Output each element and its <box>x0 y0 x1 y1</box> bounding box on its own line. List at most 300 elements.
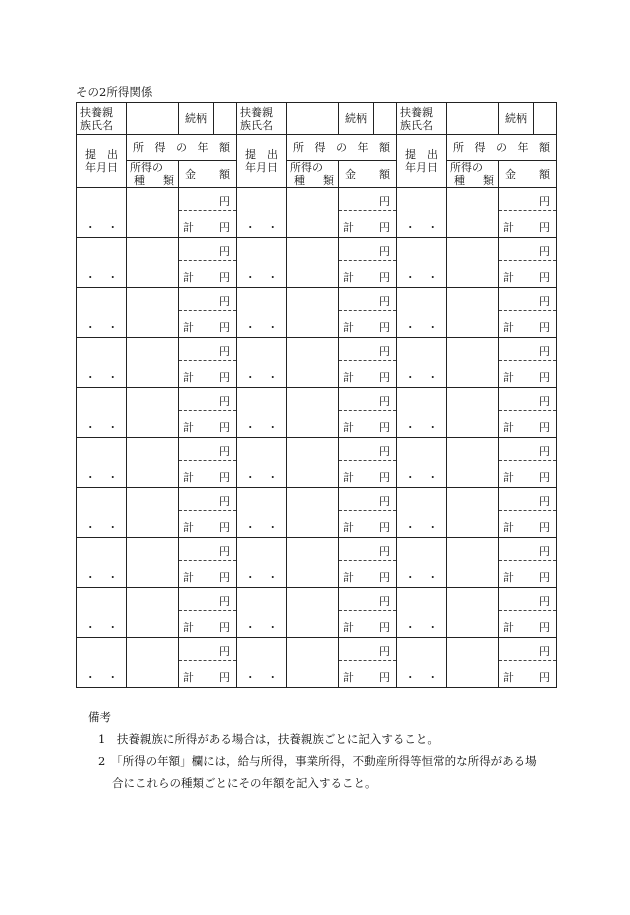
kei-label: 計 <box>183 671 194 684</box>
amount-line[interactable] <box>179 188 236 211</box>
total-line[interactable] <box>179 561 236 587</box>
shotoku-nengaku-label-char: 額 <box>219 141 230 154</box>
shotoku-shurui-header <box>447 161 499 188</box>
fuyou-shimei-label <box>77 106 126 132</box>
kingaku-cell <box>499 388 557 438</box>
dot: ・ <box>84 421 96 434</box>
dot: ・ <box>244 271 256 284</box>
amount-line[interactable] <box>499 288 556 311</box>
amount-line[interactable] <box>339 288 396 311</box>
total-line[interactable] <box>179 261 236 287</box>
kingaku-label-char: 金 <box>345 167 356 181</box>
kei-label: 計 <box>503 521 514 534</box>
shotoku-shurui-cell[interactable] <box>127 238 179 288</box>
total-line[interactable] <box>179 661 236 687</box>
shotoku-shurui-cell[interactable] <box>287 238 339 288</box>
teishutsu-date-cell[interactable] <box>77 388 127 438</box>
shotoku-shurui-cell[interactable] <box>287 638 339 688</box>
kei-label: 計 <box>343 371 354 384</box>
name-input-cell[interactable] <box>127 103 179 135</box>
yen-label: 円 <box>379 645 390 658</box>
shotoku-shurui-cell[interactable] <box>127 338 179 388</box>
yen-label: 円 <box>539 195 550 208</box>
kingaku-cell <box>179 588 237 638</box>
zokugara-label: 続柄 <box>185 112 207 125</box>
dot: ・ <box>267 271 279 284</box>
table-row <box>77 538 557 588</box>
teishutsu-date-cell[interactable] <box>397 338 447 388</box>
teishutsu-date-cell[interactable] <box>237 538 287 588</box>
shotoku-nengaku-label-char: 得 <box>474 141 486 154</box>
dot: ・ <box>84 521 96 534</box>
teishutsu-date-cell[interactable] <box>77 488 127 538</box>
amount-line[interactable] <box>339 388 396 411</box>
yen-label: 円 <box>379 545 390 558</box>
yen-label: 円 <box>219 345 230 358</box>
yen-label: 円 <box>539 671 550 684</box>
yen-label: 円 <box>539 445 550 458</box>
dot: ・ <box>244 421 256 434</box>
shotoku-shurui-cell[interactable] <box>447 538 499 588</box>
table-row <box>77 588 557 638</box>
kingaku-cell <box>499 288 557 338</box>
total-line[interactable] <box>499 261 556 287</box>
yen-label: 円 <box>219 221 230 234</box>
total-line[interactable] <box>339 561 396 587</box>
yen-label: 円 <box>219 245 230 258</box>
dot: ・ <box>404 671 416 684</box>
amount-line[interactable] <box>499 388 556 411</box>
teishutsu-date-cell[interactable] <box>397 388 447 438</box>
total-line[interactable] <box>339 661 396 687</box>
total-line[interactable] <box>179 411 236 437</box>
dot: ・ <box>404 321 416 334</box>
amount-line[interactable] <box>179 588 236 611</box>
shotoku-shurui-cell[interactable] <box>447 388 499 438</box>
shotoku-shurui-cell[interactable] <box>127 588 179 638</box>
kingaku-header <box>499 161 557 188</box>
teishutsu-date-cell[interactable] <box>397 188 447 238</box>
shotoku-shurui-cell[interactable] <box>447 288 499 338</box>
amount-line[interactable] <box>339 338 396 361</box>
kei-label: 計 <box>183 221 194 234</box>
dot: ・ <box>267 321 279 334</box>
shotoku-nengaku-label <box>287 141 396 154</box>
amount-line[interactable] <box>179 238 236 261</box>
shotoku-nengaku-label-char: 額 <box>539 141 550 154</box>
yen-label: 円 <box>219 321 230 334</box>
notes-heading: 備考 <box>88 710 111 724</box>
shotoku-nengaku-label-char: 所 <box>293 141 304 154</box>
total-line[interactable] <box>179 311 236 337</box>
yen-label: 円 <box>219 421 230 434</box>
teishutsu-date-cell[interactable] <box>237 288 287 338</box>
zokugara-cell <box>499 103 557 135</box>
amount-line[interactable] <box>179 388 236 411</box>
shotoku-shurui-cell[interactable] <box>127 438 179 488</box>
yen-label: 円 <box>539 495 550 508</box>
kei-label: 計 <box>503 671 514 684</box>
kei-label: 計 <box>343 271 354 284</box>
teishutsu-date-cell[interactable] <box>77 238 127 288</box>
amount-line[interactable] <box>339 238 396 261</box>
shotoku-shurui-cell[interactable] <box>127 288 179 338</box>
kei-label: 計 <box>503 221 514 234</box>
yen-label: 円 <box>219 471 230 484</box>
dot: ・ <box>427 571 439 584</box>
label-line: 族氏名 <box>80 118 113 132</box>
note-item-2 <box>88 750 537 772</box>
teishutsu-date-cell[interactable] <box>237 438 287 488</box>
yen-label: 円 <box>219 371 230 384</box>
total-line[interactable] <box>339 211 396 237</box>
dot: ・ <box>267 221 279 234</box>
yen-label: 円 <box>539 271 550 284</box>
income-form-table <box>76 102 557 688</box>
shotoku-shurui-cell[interactable] <box>447 638 499 688</box>
kingaku-cell <box>179 388 237 438</box>
shotoku-nengaku-label-char: 年 <box>357 141 369 154</box>
shotoku-shurui-cell[interactable] <box>127 388 179 438</box>
kei-label: 計 <box>183 421 194 434</box>
total-line[interactable] <box>179 611 236 637</box>
total-line[interactable] <box>339 311 396 337</box>
label-line: 扶養親 <box>240 105 273 119</box>
dot: ・ <box>404 571 416 584</box>
teishutsu-date-cell[interactable] <box>397 538 447 588</box>
teishutsu-date-cell[interactable] <box>397 488 447 538</box>
total-line[interactable] <box>499 411 556 437</box>
shotoku-shurui-cell[interactable] <box>447 438 499 488</box>
kingaku-label <box>179 168 236 181</box>
shotoku-shurui-cell[interactable] <box>287 588 339 638</box>
total-line[interactable] <box>499 311 556 337</box>
kingaku-cell <box>339 488 397 538</box>
shotoku-shurui-label <box>447 161 498 187</box>
label-line: 扶養親 <box>400 105 433 119</box>
yen-label: 円 <box>539 621 550 634</box>
yen-label: 円 <box>219 521 230 534</box>
shotoku-nengaku-label <box>447 141 556 154</box>
kei-label: 計 <box>503 421 514 434</box>
shotoku-shurui-cell[interactable] <box>127 638 179 688</box>
teishutsu-date-cell[interactable] <box>397 638 447 688</box>
total-line[interactable] <box>339 361 396 387</box>
kingaku-cell <box>179 638 237 688</box>
teishutsu-label <box>77 148 126 174</box>
teishutsu-date-cell[interactable] <box>77 638 127 688</box>
table-row <box>77 188 557 238</box>
kei-label: 計 <box>343 671 354 684</box>
dot: ・ <box>244 621 256 634</box>
teishutsu-date-cell[interactable] <box>77 438 127 488</box>
amount-line[interactable] <box>179 488 236 511</box>
name-input-cell[interactable] <box>447 103 499 135</box>
total-line[interactable] <box>179 211 236 237</box>
yen-label: 円 <box>219 495 230 508</box>
zokugara-input[interactable] <box>534 103 556 134</box>
table-row <box>77 388 557 438</box>
teishutsu-header <box>77 135 127 188</box>
total-line[interactable] <box>499 511 556 537</box>
yen-label: 円 <box>219 445 230 458</box>
amount-line[interactable] <box>339 488 396 511</box>
kingaku-cell <box>499 338 557 388</box>
note-item-2-continued: 合にこれらの種類ごとにその年額を記入すること。 <box>112 776 377 790</box>
teishutsu-date-cell[interactable] <box>77 188 127 238</box>
yen-label: 円 <box>379 421 390 434</box>
shotoku-shurui-cell[interactable] <box>127 538 179 588</box>
kingaku-label-char: 金 <box>185 167 196 181</box>
yen-label: 円 <box>539 545 550 558</box>
yen-label: 円 <box>379 671 390 684</box>
dot: ・ <box>427 271 439 284</box>
zokugara-input[interactable] <box>214 103 236 134</box>
teishutsu-date-cell[interactable] <box>77 588 127 638</box>
teishutsu-date-cell[interactable] <box>237 388 287 438</box>
kingaku-cell <box>499 238 557 288</box>
teishutsu-date-cell[interactable] <box>77 538 127 588</box>
amount-line[interactable] <box>499 188 556 211</box>
dot: ・ <box>84 571 96 584</box>
dot: ・ <box>427 371 439 384</box>
shotoku-shurui-cell[interactable] <box>447 188 499 238</box>
notes-section <box>88 706 537 794</box>
shurui-label <box>130 174 178 187</box>
total-line[interactable] <box>179 461 236 487</box>
dot: ・ <box>107 621 119 634</box>
total-line[interactable] <box>339 411 396 437</box>
kingaku-label-char: 額 <box>219 167 230 181</box>
kingaku-cell <box>179 488 237 538</box>
yen-label: 円 <box>219 671 230 684</box>
kingaku-cell <box>179 538 237 588</box>
dot: ・ <box>244 521 256 534</box>
dot: ・ <box>107 471 119 484</box>
fuyou-shimei-header <box>77 103 127 135</box>
total-line[interactable] <box>339 511 396 537</box>
name-input-cell[interactable] <box>287 103 339 135</box>
kingaku-cell <box>339 338 397 388</box>
yen-label: 円 <box>539 345 550 358</box>
note-number: 2 <box>98 754 106 768</box>
shotoku-shurui-cell[interactable] <box>287 388 339 438</box>
teishutsu-date-cell[interactable] <box>237 338 287 388</box>
total-line[interactable] <box>499 211 556 237</box>
amount-line[interactable] <box>339 638 396 661</box>
yen-label: 円 <box>219 195 230 208</box>
yen-label: 円 <box>379 321 390 334</box>
kingaku-cell <box>179 238 237 288</box>
teishutsu-date-cell[interactable] <box>397 438 447 488</box>
dot: ・ <box>107 321 119 334</box>
dot: ・ <box>267 571 279 584</box>
kingaku-cell <box>179 188 237 238</box>
kei-label: 計 <box>343 471 354 484</box>
dot: ・ <box>244 371 256 384</box>
shotoku-shurui-cell[interactable] <box>287 188 339 238</box>
teishutsu-header <box>237 135 287 188</box>
kei-label: 計 <box>503 621 514 634</box>
total-line[interactable] <box>179 361 236 387</box>
total-line[interactable] <box>499 561 556 587</box>
dot: ・ <box>267 521 279 534</box>
page-title: その2所得関係 <box>76 85 153 99</box>
total-line[interactable] <box>499 661 556 687</box>
shurui-label <box>450 174 498 187</box>
amount-line[interactable] <box>339 438 396 461</box>
amount-line[interactable] <box>339 588 396 611</box>
shotoku-shurui-cell[interactable] <box>127 188 179 238</box>
dot: ・ <box>107 421 119 434</box>
yen-label: 円 <box>539 221 550 234</box>
dot: ・ <box>107 371 119 384</box>
fuyou-shimei-label <box>397 106 446 132</box>
teishutsu-date-cell[interactable] <box>237 588 287 638</box>
kingaku-cell <box>339 238 397 288</box>
shurui-label-char: 類 <box>163 174 174 187</box>
label-line: 所得の <box>450 161 483 174</box>
amount-line[interactable] <box>499 488 556 511</box>
kingaku-label-char: 金 <box>505 167 516 181</box>
fuyou-shimei-header <box>397 103 447 135</box>
yen-label: 円 <box>379 245 390 258</box>
dot: ・ <box>84 671 96 684</box>
teishutsu-label <box>237 148 286 174</box>
dot: ・ <box>107 571 119 584</box>
shotoku-shurui-cell[interactable] <box>447 588 499 638</box>
teishutsu-date-cell[interactable] <box>77 338 127 388</box>
total-line[interactable] <box>339 261 396 287</box>
amount-line[interactable] <box>179 638 236 661</box>
table-row <box>77 488 557 538</box>
shotoku-shurui-cell[interactable] <box>127 488 179 538</box>
amount-line[interactable] <box>499 588 556 611</box>
dot: ・ <box>404 221 416 234</box>
amount-line[interactable] <box>339 188 396 211</box>
amount-line[interactable] <box>179 438 236 461</box>
yen-label: 円 <box>539 645 550 658</box>
shotoku-shurui-cell[interactable] <box>287 288 339 338</box>
amount-line[interactable] <box>499 438 556 461</box>
shurui-label <box>290 174 338 187</box>
shotoku-shurui-cell[interactable] <box>287 538 339 588</box>
dot: ・ <box>267 371 279 384</box>
yen-label: 円 <box>539 295 550 308</box>
label-line: 扶養親 <box>80 105 113 119</box>
note-text: 「所得の年額」欄には，給与所得，事業所得，不動産所得等恒常的な所得がある場 <box>116 754 537 768</box>
teishutsu-date-cell[interactable] <box>237 188 287 238</box>
kei-label: 計 <box>503 471 514 484</box>
dot: ・ <box>84 221 96 234</box>
kingaku-cell <box>499 188 557 238</box>
teishutsu-header <box>397 135 447 188</box>
shotoku-shurui-cell[interactable] <box>287 438 339 488</box>
amount-line[interactable] <box>499 338 556 361</box>
teishutsu-date-cell[interactable] <box>237 488 287 538</box>
kei-label: 計 <box>183 571 194 584</box>
amount-line[interactable] <box>179 338 236 361</box>
dot: ・ <box>427 221 439 234</box>
shotoku-shurui-label <box>127 161 178 187</box>
yen-label: 円 <box>379 445 390 458</box>
kingaku-cell <box>499 438 557 488</box>
kingaku-label-char: 額 <box>539 167 550 181</box>
kei-label: 計 <box>183 621 194 634</box>
label-line: 族氏名 <box>240 118 273 132</box>
teishutsu-date-cell[interactable] <box>397 288 447 338</box>
kingaku-cell <box>179 338 237 388</box>
shotoku-shurui-cell[interactable] <box>447 238 499 288</box>
yen-label: 円 <box>379 395 390 408</box>
note-number: 1 <box>98 732 106 746</box>
kei-label: 計 <box>343 221 354 234</box>
kingaku-label-char: 額 <box>379 167 390 181</box>
dot: ・ <box>84 321 96 334</box>
kingaku-header <box>179 161 237 188</box>
table-row <box>77 338 557 388</box>
kingaku-cell <box>339 638 397 688</box>
yen-label: 円 <box>379 495 390 508</box>
kingaku-cell <box>499 488 557 538</box>
shotoku-shurui-cell[interactable] <box>287 338 339 388</box>
dot: ・ <box>107 521 119 534</box>
shotoku-nengaku-label-char: 得 <box>154 141 166 154</box>
dot: ・ <box>107 271 119 284</box>
amount-line[interactable] <box>179 538 236 561</box>
shurui-label-char: 種 <box>294 174 305 187</box>
total-line[interactable] <box>179 511 236 537</box>
kei-label: 計 <box>183 521 194 534</box>
amount-line[interactable] <box>499 538 556 561</box>
teishutsu-date-cell[interactable] <box>237 638 287 688</box>
label-line: 提 出 <box>245 148 278 161</box>
yen-label: 円 <box>379 521 390 534</box>
teishutsu-date-cell[interactable] <box>397 588 447 638</box>
amount-line[interactable] <box>499 638 556 661</box>
zokugara-input[interactable] <box>374 103 396 134</box>
total-line[interactable] <box>499 361 556 387</box>
shotoku-shurui-cell[interactable] <box>447 488 499 538</box>
yen-label: 円 <box>539 395 550 408</box>
label-line: 年月日 <box>245 161 278 174</box>
total-line[interactable] <box>339 611 396 637</box>
teishutsu-date-cell[interactable] <box>237 238 287 288</box>
teishutsu-date-cell[interactable] <box>397 238 447 288</box>
kingaku-cell <box>339 388 397 438</box>
total-line[interactable] <box>499 611 556 637</box>
total-line[interactable] <box>499 461 556 487</box>
yen-label: 円 <box>379 195 390 208</box>
amount-line[interactable] <box>499 238 556 261</box>
kei-label: 計 <box>503 271 514 284</box>
kei-label: 計 <box>503 321 514 334</box>
teishutsu-date-cell[interactable] <box>77 288 127 338</box>
label-line: 提 出 <box>405 148 438 161</box>
shotoku-nengaku-label <box>127 141 236 154</box>
amount-line[interactable] <box>339 538 396 561</box>
yen-label: 円 <box>539 245 550 258</box>
shurui-label-char: 種 <box>134 174 145 187</box>
dot: ・ <box>244 221 256 234</box>
total-line[interactable] <box>339 461 396 487</box>
shotoku-shurui-cell[interactable] <box>447 338 499 388</box>
shotoku-shurui-cell[interactable] <box>287 488 339 538</box>
amount-line[interactable] <box>179 288 236 311</box>
dot: ・ <box>244 471 256 484</box>
yen-label: 円 <box>379 621 390 634</box>
dot: ・ <box>427 621 439 634</box>
